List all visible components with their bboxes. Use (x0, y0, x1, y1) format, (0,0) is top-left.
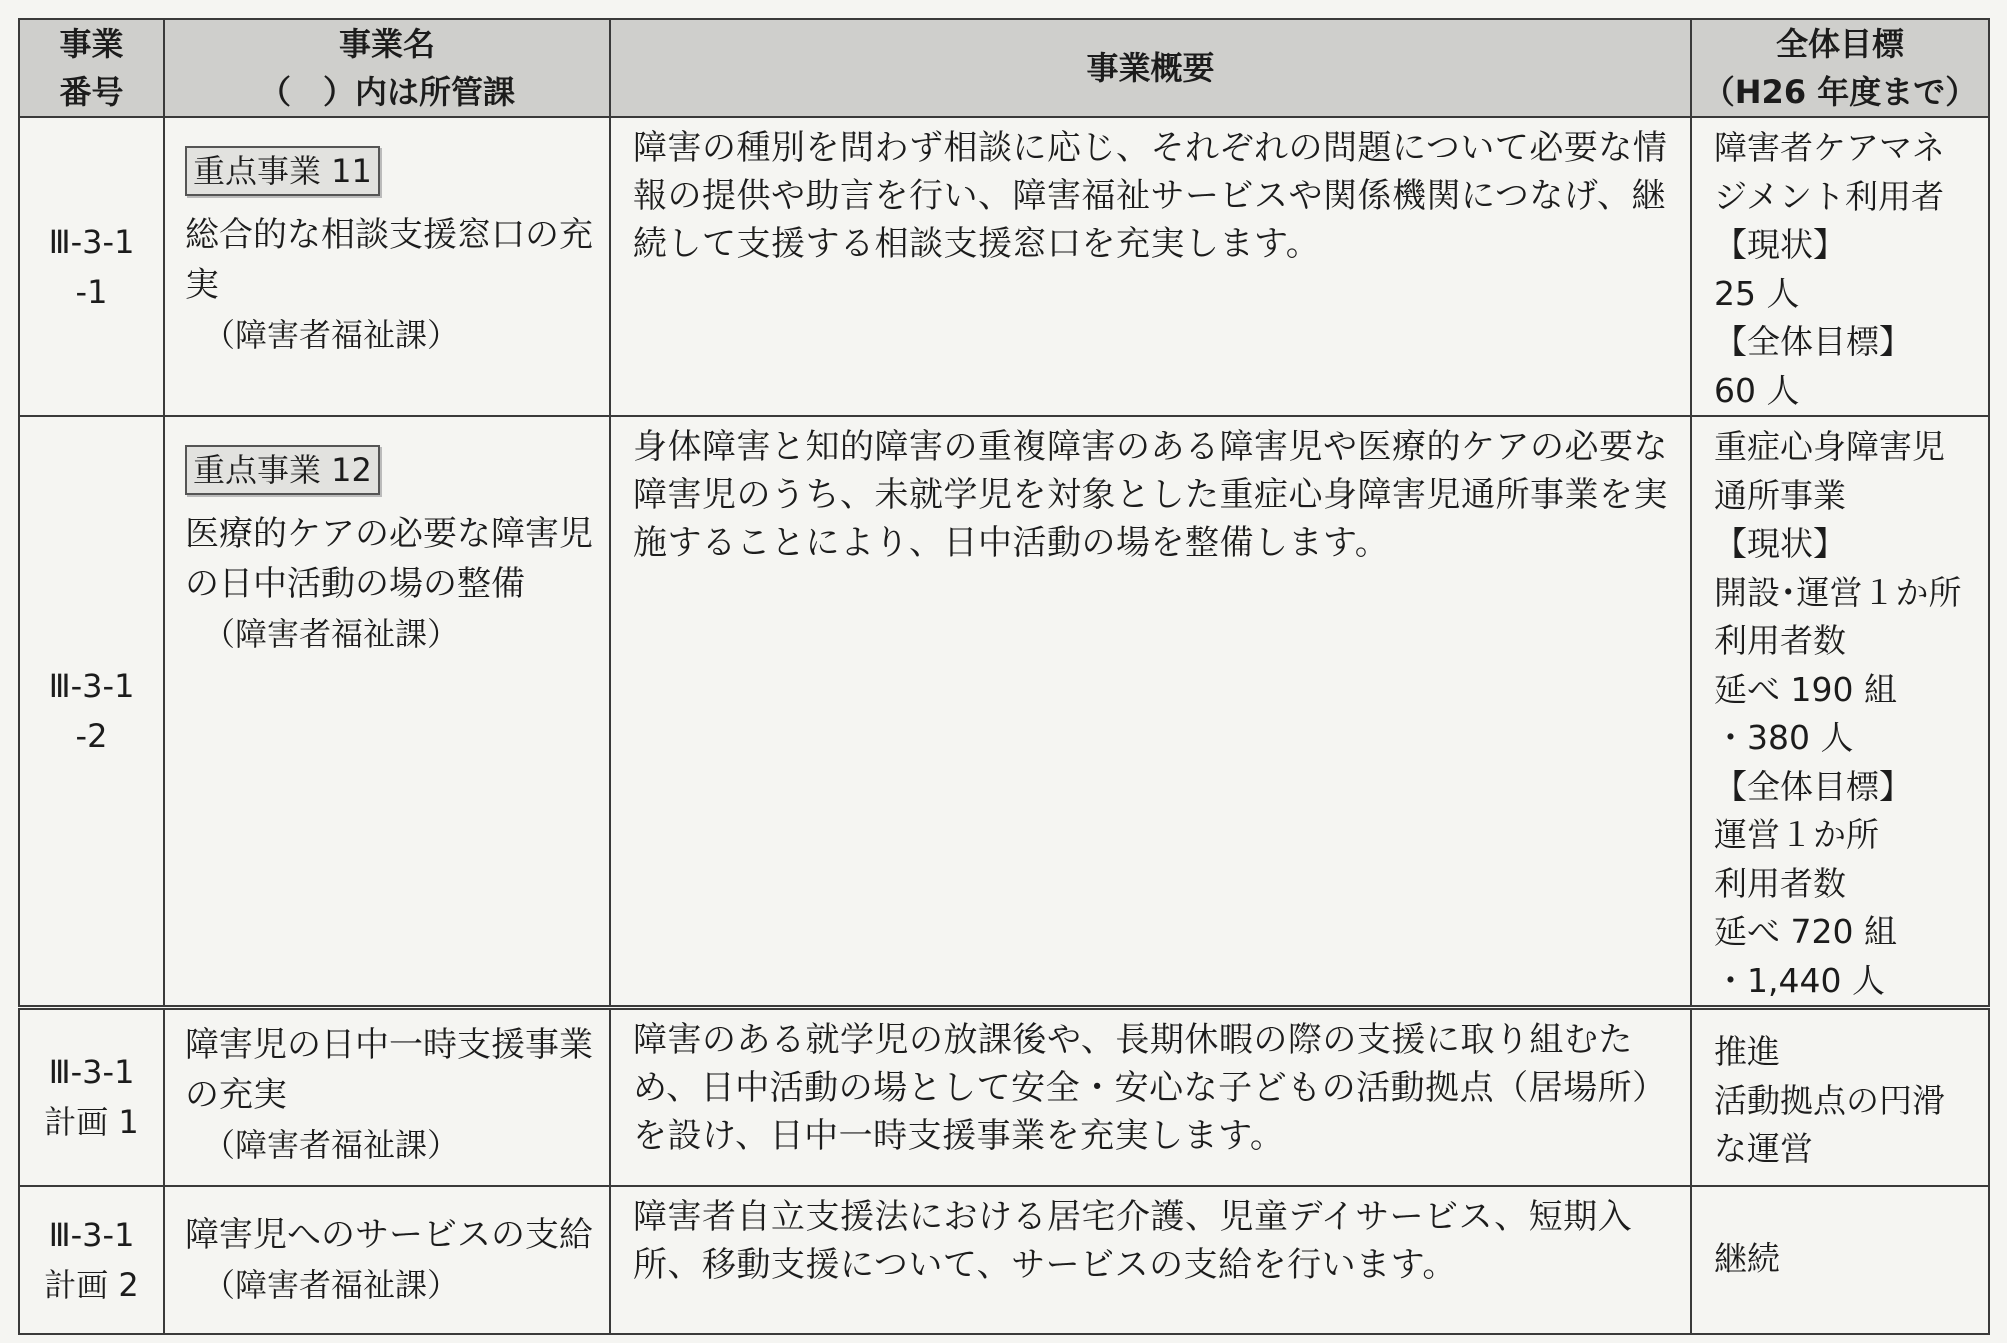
target-line: 【現状】 (1714, 225, 1846, 264)
header-project-summary (610, 19, 1691, 117)
project-number-line1: Ⅲ-3-1 (48, 1053, 135, 1092)
project-number-line2: -2 (75, 717, 108, 755)
project-number-line2: -1 (75, 272, 108, 311)
priority-project-badge: 重点事業 12 (185, 445, 380, 495)
department-name: （障害者福祉課） (203, 1265, 460, 1304)
table-header-row (19, 19, 1989, 117)
overall-target (1691, 416, 1989, 1008)
target-line: 継続 (1714, 1239, 1780, 1279)
target-line: 【全体目標】 (1714, 766, 1912, 806)
header-number-line1: 事業 (59, 25, 124, 63)
target-line: 延べ 720 組 (1714, 912, 1897, 951)
project-number (19, 117, 164, 416)
target-line: 活動拠点の円滑 (1714, 1080, 1945, 1120)
project-number-line1: Ⅲ-3-1 (48, 1215, 135, 1254)
table-row (19, 1186, 1989, 1334)
target-line: 推進 (1714, 1032, 1780, 1071)
project-number-line2: 計画 1 (44, 1103, 139, 1142)
target-line: 利用者数 (1714, 621, 1846, 660)
project-name-cell (164, 416, 610, 1008)
table-row (19, 117, 1989, 416)
project-number (19, 416, 164, 1008)
header-summary-label: 事業概要 (1086, 49, 1215, 87)
target-line: 60 人 (1714, 370, 1800, 410)
header-name-line2: （ ）内は所管課 (258, 73, 515, 111)
header-number-line2: 番号 (59, 73, 124, 111)
project-number-line2: 計画 2 (44, 1265, 139, 1304)
project-name: 医療的ケアの必要な障害児の日中活動の場の整備 (185, 514, 593, 604)
target-line: ・380 人 (1714, 718, 1854, 757)
target-line: 【現状】 (1714, 524, 1846, 563)
priority-project-badge: 重点事業 11 (185, 146, 380, 196)
project-number (19, 1186, 164, 1334)
project-name: 総合的な相談支援窓口の充実 (185, 215, 593, 305)
department-name: （障害者福祉課） (203, 316, 460, 354)
header-name-line1: 事業名 (338, 25, 435, 63)
target-line: 運営１か所 (1714, 815, 1879, 854)
table-row (19, 1008, 1989, 1186)
project-number-line1: Ⅲ-3-1 (48, 222, 135, 261)
header-target-line2: （H26 年度まで） (1702, 73, 1978, 111)
overall-target (1691, 117, 1989, 416)
target-line: 25 人 (1714, 273, 1800, 313)
target-line: な運営 (1714, 1129, 1813, 1168)
target-line: ジメント利用者 (1714, 176, 1945, 216)
project-number (19, 1008, 164, 1186)
project-table (18, 18, 1990, 1335)
header-overall-target (1691, 19, 1989, 117)
target-line: 通所事業 (1714, 475, 1846, 515)
project-summary: 障害の種別を問わず相談に応じ、それぞれの問題について必要な情報の提供や助言を行い、障害福祉サービスや関係機関につなげ、継続して支援する相談支援窓口を充実します。 (610, 117, 1691, 416)
target-line: ・1,440 人 (1714, 960, 1885, 1000)
project-number-line1: Ⅲ-3-1 (48, 667, 135, 705)
project-name-cell (164, 1008, 610, 1186)
overall-target (1691, 1186, 1989, 1334)
target-line: 利用者数 (1714, 863, 1846, 903)
target-line: 延べ 190 組 (1714, 669, 1897, 709)
header-target-line1: 全体目標 (1775, 25, 1904, 63)
target-line: 開設･運営１か所 (1714, 572, 1962, 612)
header-project-name (164, 19, 610, 117)
target-line: 障害者ケアマネ (1714, 128, 1945, 167)
project-name-cell (164, 117, 610, 416)
project-summary: 障害者自立支援法における居宅介護、児童デイサービス、短期入所、移動支援について、サービスの支給を行います。 (610, 1186, 1691, 1334)
overall-target (1691, 1008, 1989, 1186)
project-table-sheet (18, 18, 1988, 1326)
target-line: 重症心身障害児 (1714, 427, 1945, 466)
department-name: （障害者福祉課） (203, 615, 460, 653)
table-row (19, 416, 1989, 1008)
project-name: 障害児の日中一時支援事業の充実 (185, 1025, 593, 1115)
project-name: 障害児へのサービスの支給 (185, 1214, 593, 1255)
project-name-cell (164, 1186, 610, 1334)
target-line: 【全体目標】 (1714, 322, 1912, 361)
header-project-number (19, 19, 164, 117)
project-summary: 障害のある就学児の放課後や、長期休暇の際の支援に取り組むため、日中活動の場として安全・安心な子どもの活動拠点（居場所）を設け、日中一時支援事業を充実します。 (610, 1008, 1691, 1186)
department-name: （障害者福祉課） (203, 1126, 460, 1164)
project-summary: 身体障害と知的障害の重複障害のある障害児や医療的ケアの必要な障害児のうち、未就学児を対象とした重症心身障害児通所事業を実施することにより、日中活動の場を整備します。 (610, 416, 1691, 1008)
